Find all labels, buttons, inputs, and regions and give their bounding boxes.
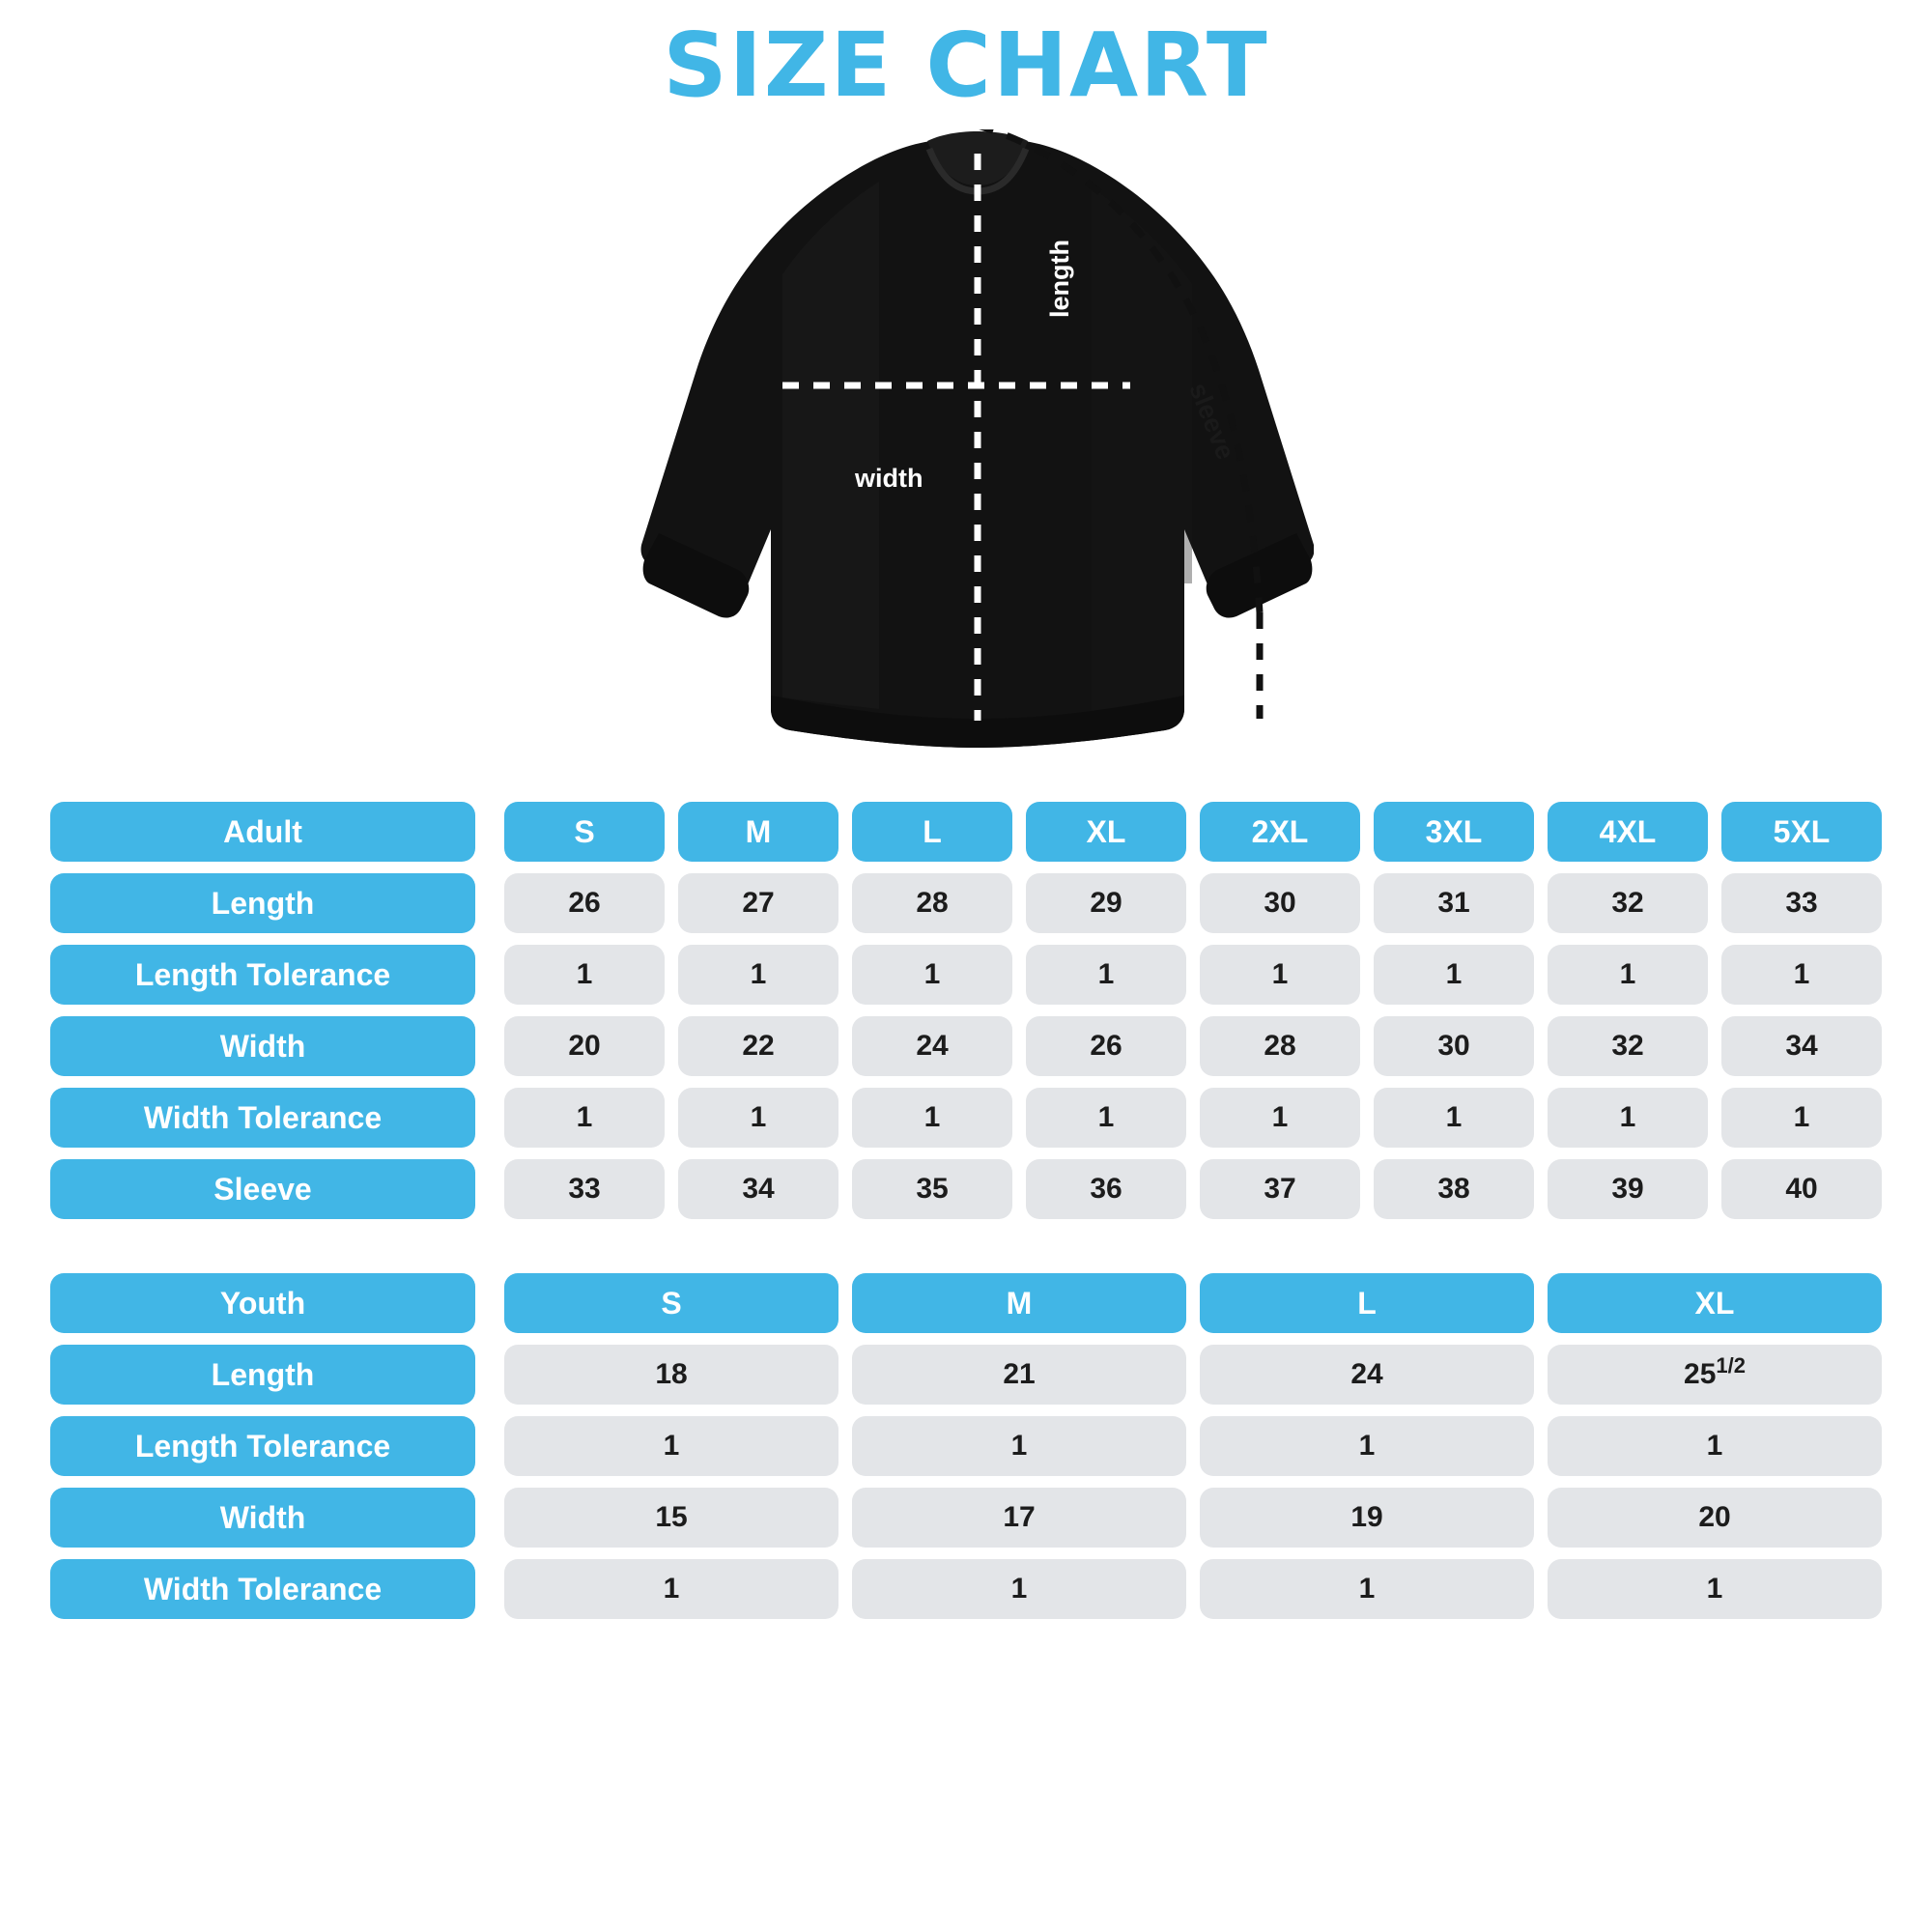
length-measure-label: length (1045, 240, 1074, 318)
adult-row-label-length: Length (50, 873, 475, 933)
youth-length-m: 21 (852, 1345, 1186, 1405)
width-measure-label: width (855, 464, 923, 493)
adult-width-s: 20 (504, 1016, 665, 1076)
adult-sleeve-5xl: 40 (1721, 1159, 1882, 1219)
youth-header-label: Youth (50, 1273, 475, 1333)
adult-width-tol-l: 1 (852, 1088, 1012, 1148)
adult-length-tol-s: 1 (504, 945, 665, 1005)
table-row (50, 873, 1882, 933)
adult-size-xl: XL (1026, 802, 1186, 862)
adult-size-5xl: 5XL (1721, 802, 1882, 862)
adult-width-xl: 26 (1026, 1016, 1186, 1076)
table-row (50, 1416, 1882, 1476)
adult-length-l: 28 (852, 873, 1012, 933)
adult-size-l: L (852, 802, 1012, 862)
adult-length-tol-l: 1 (852, 945, 1012, 1005)
youth-width-l: 19 (1200, 1488, 1534, 1548)
adult-size-table (0, 802, 1932, 1219)
adult-length-tol-2xl: 1 (1200, 945, 1360, 1005)
youth-header-row (50, 1273, 1882, 1333)
page-title: SIZE CHART (663, 14, 1269, 117)
adult-length-s: 26 (504, 873, 665, 933)
youth-length-tol-m: 1 (852, 1416, 1186, 1476)
youth-width-tol-xl: 1 (1548, 1559, 1882, 1619)
adult-width-tol-2xl: 1 (1200, 1088, 1360, 1148)
adult-sleeve-2xl: 37 (1200, 1159, 1360, 1219)
youth-length-tol-xl: 1 (1548, 1416, 1882, 1476)
adult-width-tol-s: 1 (504, 1088, 665, 1148)
youth-row-label-length: Length (50, 1345, 475, 1405)
adult-width-4xl: 32 (1548, 1016, 1708, 1076)
adult-length-m: 27 (678, 873, 838, 933)
adult-width-m: 22 (678, 1016, 838, 1076)
table-row (50, 1016, 1882, 1076)
adult-sleeve-l: 35 (852, 1159, 1012, 1219)
adult-row-label-width: Width (50, 1016, 475, 1076)
adult-size-2xl: 2XL (1200, 802, 1360, 862)
youth-length-l: 24 (1200, 1345, 1534, 1405)
adult-row-label-width-tolerance: Width Tolerance (50, 1088, 475, 1148)
adult-sleeve-xl: 36 (1026, 1159, 1186, 1219)
youth-width-tol-m: 1 (852, 1559, 1186, 1619)
sleeve-measure-label: sleeve (1183, 379, 1240, 464)
youth-length-s: 18 (504, 1345, 838, 1405)
table-row (50, 1488, 1882, 1548)
table-row (50, 1345, 1882, 1405)
adult-width-2xl: 28 (1200, 1016, 1360, 1076)
adult-width-tol-m: 1 (678, 1088, 838, 1148)
table-row (50, 1088, 1882, 1148)
adult-length-4xl: 32 (1548, 873, 1708, 933)
adult-length-xl: 29 (1026, 873, 1186, 933)
adult-header-row (50, 802, 1882, 862)
adult-width-l: 24 (852, 1016, 1012, 1076)
adult-length-tol-5xl: 1 (1721, 945, 1882, 1005)
adult-sleeve-s: 33 (504, 1159, 665, 1219)
adult-width-tol-4xl: 1 (1548, 1088, 1708, 1148)
youth-width-tol-s: 1 (504, 1559, 838, 1619)
youth-width-tol-l: 1 (1200, 1559, 1534, 1619)
table-row (50, 1559, 1882, 1619)
adult-size-m: M (678, 802, 838, 862)
youth-row-label-length-tolerance: Length Tolerance (50, 1416, 475, 1476)
table-row (50, 1159, 1882, 1219)
adult-width-tol-3xl: 1 (1374, 1088, 1534, 1148)
adult-length-tol-xl: 1 (1026, 945, 1186, 1005)
adult-size-4xl: 4XL (1548, 802, 1708, 862)
adult-length-tol-m: 1 (678, 945, 838, 1005)
youth-width-xl: 20 (1548, 1488, 1882, 1548)
adult-header-label: Adult (50, 802, 475, 862)
table-row (50, 945, 1882, 1005)
adult-length-5xl: 33 (1721, 873, 1882, 933)
adult-length-tol-3xl: 1 (1374, 945, 1534, 1005)
adult-sleeve-m: 34 (678, 1159, 838, 1219)
youth-length-tol-l: 1 (1200, 1416, 1534, 1476)
adult-length-3xl: 31 (1374, 873, 1534, 933)
adult-size-3xl: 3XL (1374, 802, 1534, 862)
adult-width-tol-xl: 1 (1026, 1088, 1186, 1148)
adult-length-2xl: 30 (1200, 873, 1360, 933)
size-tables (0, 802, 1932, 1631)
adult-length-tol-4xl: 1 (1548, 945, 1708, 1005)
youth-size-m: M (852, 1273, 1186, 1333)
youth-size-xl: XL (1548, 1273, 1882, 1333)
youth-size-s: S (504, 1273, 838, 1333)
adult-row-label-length-tolerance: Length Tolerance (50, 945, 475, 1005)
adult-width-5xl: 34 (1721, 1016, 1882, 1076)
adult-width-3xl: 30 (1374, 1016, 1534, 1076)
youth-size-table (0, 1273, 1932, 1619)
garment-illustration (0, 110, 1932, 777)
adult-sleeve-4xl: 39 (1548, 1159, 1708, 1219)
youth-width-m: 17 (852, 1488, 1186, 1548)
adult-sleeve-3xl: 38 (1374, 1159, 1534, 1219)
youth-width-s: 15 (504, 1488, 838, 1548)
youth-row-label-width-tolerance: Width Tolerance (50, 1559, 475, 1619)
youth-length-tol-s: 1 (504, 1416, 838, 1476)
adult-width-tol-5xl: 1 (1721, 1088, 1882, 1148)
adult-size-s: S (504, 802, 665, 862)
youth-length-xl: $25^{1/2}$ (1548, 1345, 1882, 1405)
youth-size-l: L (1200, 1273, 1534, 1333)
adult-row-label-sleeve: Sleeve (50, 1159, 475, 1219)
youth-row-label-width: Width (50, 1488, 475, 1548)
